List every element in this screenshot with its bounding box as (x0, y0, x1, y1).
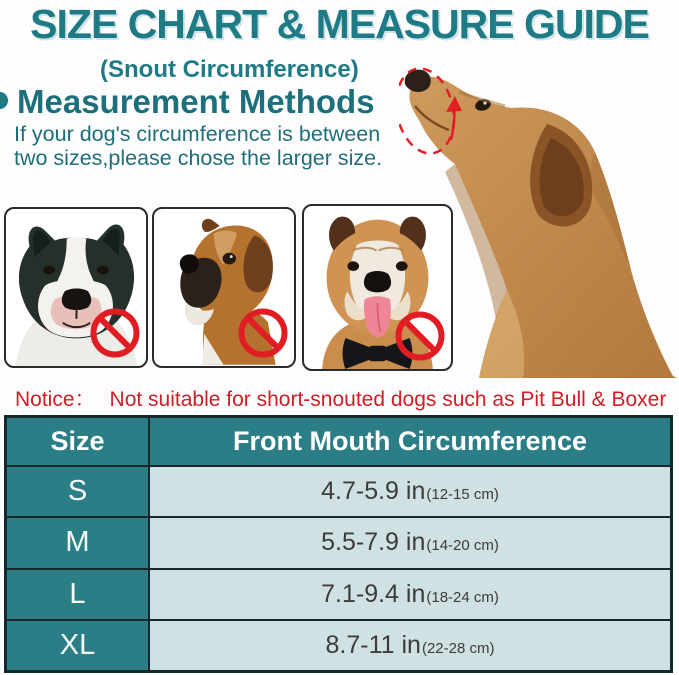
no-symbol-icon (89, 307, 141, 359)
size-table (4, 415, 673, 673)
no-symbol-icon (237, 307, 289, 359)
inches-range: 4.7-5.9 in (321, 477, 426, 506)
size-cell-m: M (7, 516, 148, 567)
pit-bull-photo (4, 207, 148, 368)
size-cell-l: L (7, 568, 148, 619)
cm-range: (18-24 cm) (426, 588, 499, 606)
subtitle-snout-circumference: (Snout Circumference) (100, 56, 359, 83)
size-cell-s: S (7, 465, 148, 516)
cm-range: (12-15 cm) (426, 486, 499, 504)
inches-range: 8.7-11 in (325, 630, 421, 659)
cm-range: (14-20 cm) (426, 537, 499, 555)
value-cell-s (148, 465, 670, 516)
inches-range: 7.1-9.4 in (321, 579, 426, 608)
col-header-size: Size (7, 418, 148, 465)
bulldog-photo (302, 204, 453, 371)
notice-message: Not suitable for short-snouted dogs such as Pit Bull & Boxer (109, 388, 667, 411)
sizing-instruction-text (14, 122, 382, 170)
inches-range: 5.5-7.9 in (321, 528, 426, 557)
size-cell-xl: XL (7, 619, 148, 670)
instruction-line-2: two sizes,please chose the larger size. (14, 146, 383, 170)
instruction-line-1: If your dog's circumference is between (14, 122, 381, 146)
col-header-circumference: Front Mouth Circumference (148, 418, 670, 465)
value-cell-xl (148, 619, 670, 670)
notice-label: Notice： (15, 388, 96, 411)
page-title: SIZE CHART & MEASURE GUIDE (30, 1, 649, 47)
cropped-edge-decoration (0, 92, 8, 109)
boxer-photo (152, 207, 296, 368)
value-cell-l (148, 568, 670, 619)
no-symbol-icon (394, 310, 446, 362)
notice-text (15, 383, 666, 413)
value-cell-m (148, 516, 670, 567)
cm-range: (22-28 cm) (421, 639, 495, 657)
measurement-methods-heading: Measurement Methods (17, 83, 375, 120)
